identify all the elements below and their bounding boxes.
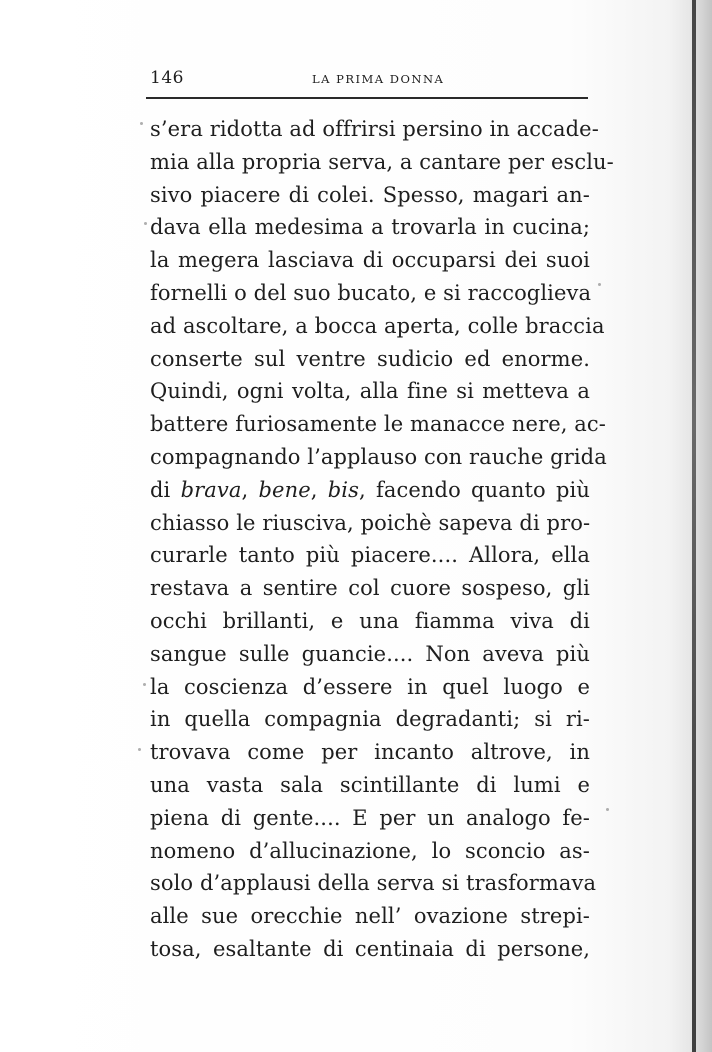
header-rule — [146, 97, 588, 99]
text-line: occhi brillanti, e una fiamma viva di — [150, 608, 590, 633]
page-header — [150, 68, 586, 92]
text-line: fornelli o del suo bucato, e si raccoglieva — [150, 280, 592, 305]
page-number: 146 — [150, 68, 184, 88]
text-line: trovava come per incanto altrove, in — [150, 740, 590, 765]
italic-word: bene — [258, 477, 311, 502]
text-line: restava a sentire col cuore sospeso, gli — [150, 576, 590, 601]
body-text — [150, 113, 614, 966]
text-line: dava ella medesima a trovarla in cucina; — [150, 215, 590, 240]
paper-speck — [138, 748, 141, 751]
paper-speck — [598, 283, 601, 286]
text-fragment: di — [150, 477, 181, 502]
text-line: conserte sul ventre sudicio ed enorme. — [150, 346, 590, 371]
text-line: mia alla propria serva, a cantare per esclu- — [150, 149, 614, 174]
italic-word: bis — [327, 477, 360, 502]
text-line: tosa, esaltante di centinaia di persone, — [150, 936, 590, 961]
running-title: LA PRIMA DONNA — [312, 72, 445, 86]
text-fragment: , — [310, 477, 328, 502]
text-line: la megera lasciava di occuparsi dei suoi — [150, 248, 590, 273]
text-line: la coscienza d’essere in quel luogo e — [150, 674, 590, 699]
text-line: curarle tanto più piacere.... Allora, ella — [150, 543, 590, 568]
paper-speck — [144, 222, 147, 225]
text-line: piena di gente.... E per un analogo fe- — [150, 805, 590, 830]
text-line: ad ascoltare, a bocca aperta, colle braccia — [150, 313, 605, 338]
text-fragment: , facendo quanto più — [359, 477, 590, 502]
italic-word: brava — [180, 477, 242, 502]
text-line: sivo piacere di colei. Spesso, magari an- — [150, 182, 590, 207]
text-line: compagnando l’applauso con rauche grida — [150, 444, 607, 469]
text-line-italic-words — [150, 474, 590, 507]
paper-speck — [143, 683, 146, 686]
text-line: Quindi, ogni volta, alla fine si metteva a — [150, 379, 590, 404]
text-line: chiasso le riusciva, poichè sapeva di pro- — [150, 510, 591, 535]
paper-speck — [140, 122, 143, 125]
binding-edge — [692, 0, 696, 1052]
text-line: una vasta sala scintillante di lumi e — [150, 772, 590, 797]
text-line: alle sue orecchie nell’ ovazione strepi- — [150, 904, 590, 929]
text-line: sangue sulle guancie.... Non aveva più — [150, 641, 590, 666]
text-line: nomeno d’allucinazione, lo sconcio as- — [150, 838, 590, 863]
text-line: s’era ridotta ad offrirsi persino in accade- — [150, 117, 599, 141]
text-fragment: , — [241, 477, 259, 502]
text-line: solo d’applausi della serva si trasformava — [150, 871, 597, 896]
paper-speck — [606, 808, 609, 811]
text-line: battere furiosamente le manacce nere, ac- — [150, 412, 606, 437]
text-line: in quella compagnia degradanti; si ri- — [150, 707, 590, 732]
page-edge-shadow — [696, 0, 712, 1052]
